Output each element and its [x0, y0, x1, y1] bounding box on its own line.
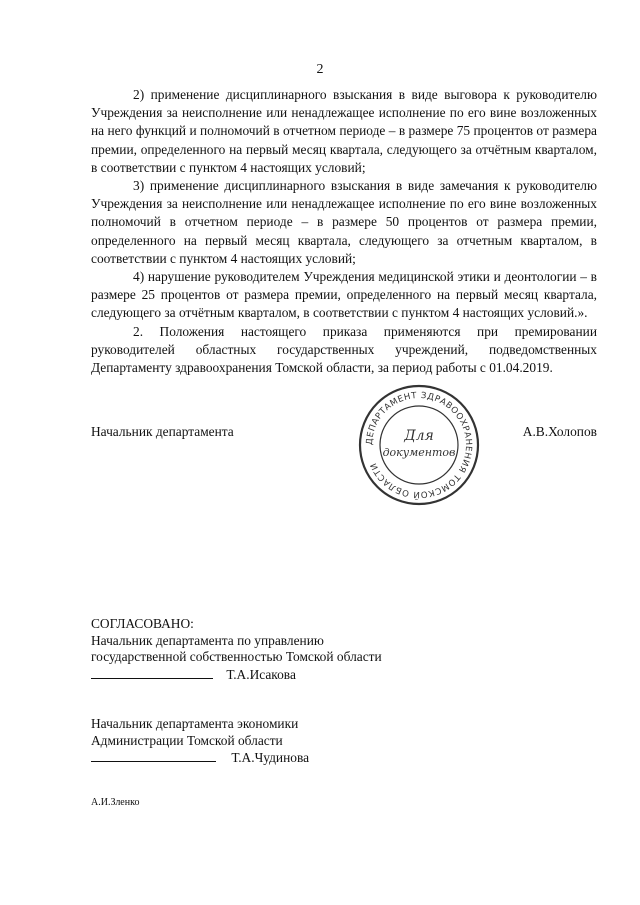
- approver2-position-line1: Начальник департамента экономики: [91, 716, 299, 731]
- agreed-block-2: [91, 716, 309, 767]
- paragraph-clause-2: 2. Положения настоящего приказа применяются при премировании руководителей областных государственных учреждений, подведомственных Департаменту здравоохранения Томской области, за период работы с 01.04.2019.: [91, 323, 597, 376]
- document-body: [91, 86, 597, 377]
- signature-blank-2: [91, 749, 216, 762]
- page-number: 2: [316, 62, 324, 77]
- signer-position: Начальник департамента: [91, 424, 234, 439]
- approver2-position-line2: Администрации Томской области: [91, 732, 283, 748]
- approver1-name: Т.А.Исакова: [226, 666, 296, 682]
- paragraph-item-4: 4) нарушение руководителем Учреждения медицинской этики и деонтологии – в размере 25 процентов от размера премии, определенного на первый месяц квартала, следующего за отчётным кварталом, в соответствии с пунктом 4 настоящих условий.».: [91, 269, 597, 321]
- approver1-position-line2: государственной собственностью Томской области: [91, 649, 382, 664]
- stamp-center-line2: документов: [382, 446, 456, 459]
- signer-name: А.В.Холопов: [522, 424, 597, 439]
- paragraph-item-3: 3) применение дисциплинарного взыскания в виде замечания к руководителю Учреждения за неисполнение или ненадлежащее исполнение по его вине возложенных полномочий в отчетном периоде – в размере 50 процентов от размера премии, определенного на первый месяц квартала, следующего за отчетным кварталом, в соответствии с пунктом 4 настоящих условий;: [91, 178, 597, 266]
- agreed-heading: СОГЛАСОВАНО:: [91, 616, 194, 631]
- signature-blank-1: [91, 666, 213, 679]
- stamp-center-line1: Для: [404, 428, 434, 444]
- official-stamp: [356, 382, 482, 508]
- approver1-position-line1: Начальник департамента по управлению: [91, 632, 324, 648]
- approver1-signature-line: [91, 666, 382, 684]
- executor-name: А.И.Зленко: [91, 797, 140, 808]
- paragraph-item-2: 2) применение дисциплинарного взыскания в виде выговора к руководителю Учреждения за неисполнение или ненадлежащее исполнение по его вине возложенных на него функций и полномочий в отчетном периоде – в размере 75 процентов от размера премии, определенного на первый месяц квартала, следующего за отчётным кварталом, в соответствии с пунктом 4 настоящих условий;: [91, 87, 597, 175]
- approver2-name: Т.А.Чудинова: [231, 750, 310, 765]
- stamp-ring-text: ДЕПАРТАМЕНТ ЗДРАВООХРАНЕНИЯ ТОМСКОЙ ОБЛАСТИ: [364, 390, 474, 500]
- approver2-signature-line: [91, 749, 309, 767]
- agreed-block: [91, 616, 382, 683]
